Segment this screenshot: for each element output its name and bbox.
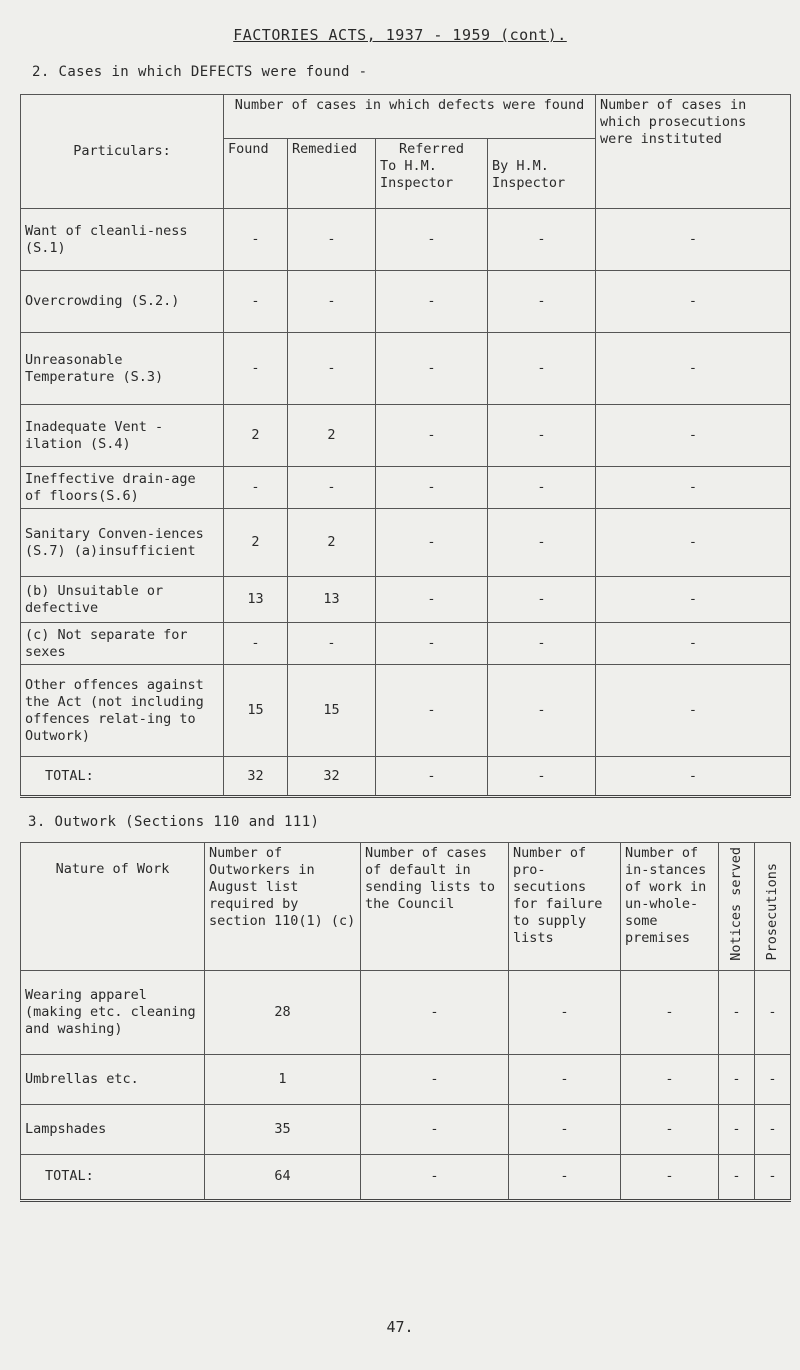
outwork-table (20, 842, 791, 1202)
total-unwholesome: - (621, 1154, 719, 1200)
total-prosecutions: - (596, 757, 791, 797)
cell-to-hm: - (376, 209, 488, 271)
cell-by-hm: - (488, 623, 596, 665)
table-row (21, 509, 791, 577)
total-by-hm: - (488, 757, 596, 797)
cell-to-hm: - (376, 271, 488, 333)
cell-prosecutions: - (755, 1104, 791, 1154)
row-label: (c) Not separate for sexes (21, 623, 224, 665)
cell-to-hm: - (376, 577, 488, 623)
row-label: Wearing apparel (making etc. cleaning and washing) (21, 970, 205, 1054)
header-default: Number of cases of default in sending lists to the Council (361, 843, 509, 971)
cell-prosecutions-failure: - (509, 1104, 621, 1154)
table-row (21, 1054, 791, 1104)
table-row (21, 209, 791, 271)
header-outworkers: Number of Outworkers in August list required by section 110(1) (c) (205, 843, 361, 971)
cell-remedied: - (288, 209, 376, 271)
row-label: Ineffective drain-age of floors(S.6) (21, 467, 224, 509)
header-defects-group: Number of cases in which defects were found (224, 95, 596, 139)
header-found: Found (224, 139, 288, 209)
total-default: - (361, 1154, 509, 1200)
total-to-hm: - (376, 757, 488, 797)
header-to-hm (376, 139, 488, 209)
defects-table (20, 94, 791, 798)
table-row (21, 333, 791, 405)
cell-prosecutions: - (596, 509, 791, 577)
cell-to-hm: - (376, 665, 488, 757)
cell-by-hm: - (488, 271, 596, 333)
cell-outworkers: 28 (205, 970, 361, 1054)
total-found: 32 (224, 757, 288, 797)
header-unwholesome: Number of in-stances of work in un-whole-some premises (621, 843, 719, 971)
row-label: Umbrellas etc. (21, 1054, 205, 1104)
table-row (21, 577, 791, 623)
cell-found: - (224, 271, 288, 333)
cell-notices: - (719, 970, 755, 1054)
cell-by-hm: - (488, 509, 596, 577)
row-label: (b) Unsuitable or defective (21, 577, 224, 623)
cell-found: - (224, 209, 288, 271)
header-nature-of-work: Nature of Work (21, 843, 205, 971)
cell-prosecutions: - (755, 970, 791, 1054)
table-row (21, 467, 791, 509)
row-label: Sanitary Conven-iences (S.7) (a)insufficient (21, 509, 224, 577)
cell-prosecutions: - (596, 467, 791, 509)
cell-by-hm: - (488, 467, 596, 509)
cell-outworkers: 35 (205, 1104, 361, 1154)
cell-prosecutions: - (755, 1054, 791, 1104)
table-row (21, 405, 791, 467)
page-title: FACTORIES ACTS, 1937 - 1959 (cont). (233, 26, 567, 44)
cell-remedied: 15 (288, 665, 376, 757)
table-row (21, 970, 791, 1054)
cell-to-hm: - (376, 333, 488, 405)
cell-notices: - (719, 1104, 755, 1154)
cell-found: 2 (224, 509, 288, 577)
header-by-hm (488, 139, 596, 209)
cell-remedied: - (288, 623, 376, 665)
cell-found: - (224, 623, 288, 665)
total-notices: - (719, 1154, 755, 1200)
cell-remedied: 2 (288, 509, 376, 577)
page-number: 47. (386, 1318, 414, 1336)
cell-by-hm: - (488, 333, 596, 405)
section-2-heading: 2. Cases in which DEFECTS were found - (32, 64, 368, 80)
table-row (21, 271, 791, 333)
total-prosecutions: - (755, 1154, 791, 1200)
cell-found: 2 (224, 405, 288, 467)
cell-to-hm: - (376, 405, 488, 467)
total-row (21, 1154, 791, 1200)
cell-remedied: 2 (288, 405, 376, 467)
table-row (21, 1104, 791, 1154)
cell-default: - (361, 1104, 509, 1154)
cell-unwholesome: - (621, 1054, 719, 1104)
cell-notices: - (719, 1054, 755, 1104)
cell-found: - (224, 467, 288, 509)
header-particulars: Particulars: (21, 95, 224, 209)
table-row (21, 623, 791, 665)
header-notices-label: Notices served (728, 847, 744, 961)
row-label: Lampshades (21, 1104, 205, 1154)
header-prosecutions (755, 843, 791, 971)
cell-prosecutions: - (596, 623, 791, 665)
total-row (21, 757, 791, 797)
header-by-hm-label: By H.M. Inspector (492, 158, 566, 191)
cell-remedied: 13 (288, 577, 376, 623)
row-label: Inadequate Vent -ilation (S.4) (21, 405, 224, 467)
cell-prosecutions: - (596, 271, 791, 333)
total-label: TOTAL: (21, 757, 224, 797)
row-label: Unreasonable Temperature (S.3) (21, 333, 224, 405)
cell-prosecutions: - (596, 405, 791, 467)
cell-prosecutions: - (596, 665, 791, 757)
header-to-hm-label: To H.M. Inspector (380, 158, 454, 191)
row-label: Other offences against the Act (not including offences relat-ing to Outwork) (21, 665, 224, 757)
header-prosecutions-label: Prosecutions (764, 863, 780, 961)
cell-prosecutions: - (596, 333, 791, 405)
cell-found: 13 (224, 577, 288, 623)
cell-by-hm: - (488, 665, 596, 757)
cell-default: - (361, 970, 509, 1054)
cell-unwholesome: - (621, 970, 719, 1054)
cell-prosecutions-failure: - (509, 970, 621, 1054)
cell-remedied: - (288, 467, 376, 509)
cell-unwholesome: - (621, 1104, 719, 1154)
cell-by-hm: - (488, 577, 596, 623)
cell-prosecutions-failure: - (509, 1054, 621, 1104)
cell-found: - (224, 333, 288, 405)
header-remedied: Remedied (288, 139, 376, 209)
cell-outworkers: 1 (205, 1054, 361, 1104)
cell-by-hm: - (488, 405, 596, 467)
total-outworkers: 64 (205, 1154, 361, 1200)
row-label: Want of cleanli-ness (S.1) (21, 209, 224, 271)
header-prosecutions-failure: Number of pro-secutions for failure to supply lists (509, 843, 621, 971)
cell-remedied: - (288, 271, 376, 333)
total-remedied: 32 (288, 757, 376, 797)
total-prosecutions-failure: - (509, 1154, 621, 1200)
header-notices (719, 843, 755, 971)
row-label: Overcrowding (S.2.) (21, 271, 224, 333)
cell-to-hm: - (376, 467, 488, 509)
cell-to-hm: - (376, 509, 488, 577)
header-prosecutions: Number of cases in which prosecutions were instituted (596, 95, 791, 209)
cell-prosecutions: - (596, 209, 791, 271)
cell-by-hm: - (488, 209, 596, 271)
total-label: TOTAL: (21, 1154, 205, 1200)
cell-found: 15 (224, 665, 288, 757)
cell-to-hm: - (376, 623, 488, 665)
section-3-heading: 3. Outwork (Sections 110 and 111) (28, 814, 320, 830)
cell-remedied: - (288, 333, 376, 405)
table-row (21, 665, 791, 757)
cell-default: - (361, 1054, 509, 1104)
cell-prosecutions: - (596, 577, 791, 623)
header-referred: Referred (398, 141, 465, 157)
